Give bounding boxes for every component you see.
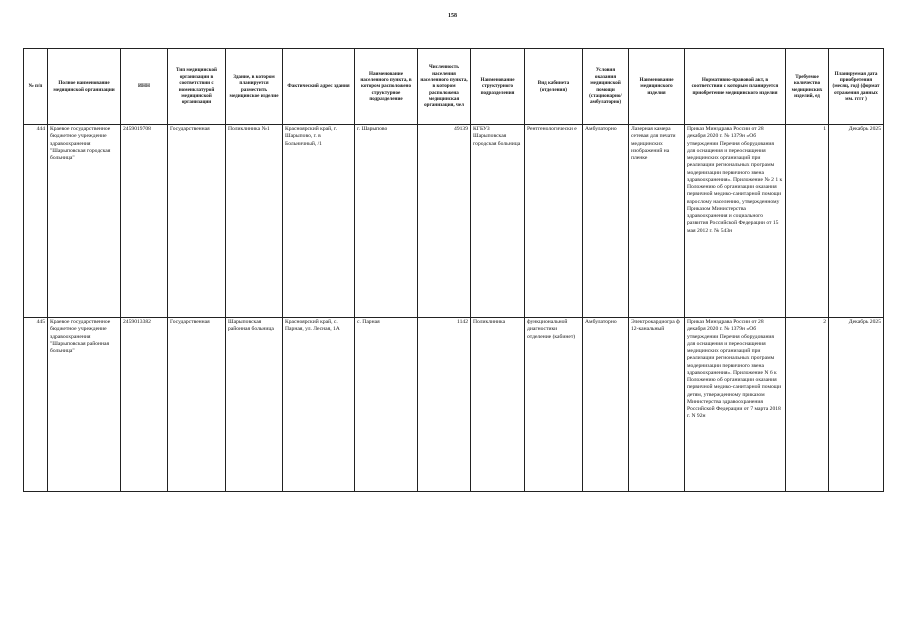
header-settlement: Наименование населенного пункта, в котором расположено структурное подразделение (355, 49, 418, 125)
cell-conditions: Амбулаторно (583, 125, 629, 318)
cell-building: Поликлиника №1 (226, 125, 283, 318)
cell-inn: 2459013382 (121, 318, 168, 492)
cell-inn: 2459019708 (121, 125, 168, 318)
cell-address: Красноярский край, с. Парная, ул. Лесная, 1А (283, 318, 355, 492)
header-population: Численность населения населенного пункта, в котором расположена медицинская организация, чел (418, 49, 471, 125)
cell-device: Электрокардиогра ф 12-канальный (629, 318, 685, 492)
header-org-name: Полное наименование медицинской организации (48, 49, 121, 125)
table-row (24, 318, 884, 492)
cell-date: Декабрь 2025 (829, 125, 884, 318)
header-building: Здание, в котором планируется разместить медицинское изделие (226, 49, 283, 125)
cell-org-type: Государственная (168, 125, 226, 318)
table-row (24, 125, 884, 318)
cell-legal-act: Приказ Минздрава России от 28 декабря 2020 г. № 1379н «Об утверждении Перечня оборудования для оснащения и переоснащения медицинских организаций при реализации региональных программ модернизации первичного звена здравоохранения». Приложение № 2 1 к Положению об организации оказания первичной медико-санитарной помощи взрослому населению, утвержденному Приказом Министерства здравоохранения и социального развития Российской Федерации от 15 мая 2012 г. № 543н (685, 125, 786, 318)
cell-unit: Поликлиника (471, 318, 525, 492)
cell-quantity: 1 (786, 125, 829, 318)
header-unit: Наименование структурного подразделения (471, 49, 525, 125)
cell-device: Лазерная камера сетевая для печати медицинских изображений на пленке (629, 125, 685, 318)
header-device: Наименование медицинского изделия (629, 49, 685, 125)
equipment-registry-table (23, 48, 884, 492)
cell-org-type: Государственная (168, 318, 226, 492)
header-cabinet: Вид кабинета (отделения) (525, 49, 583, 125)
cell-quantity: 2 (786, 318, 829, 492)
header-address: Фактический адрес здания (283, 49, 355, 125)
header-date: Планируемая дата приобретения (месяц, год) (формат отражения данных мм. гггг ) (829, 49, 884, 125)
cell-cabinet: функциональной диагностики отделение (кабинет) (525, 318, 583, 492)
cell-settlement: г. Шарыпово (355, 125, 418, 318)
header-inn: ИНН (121, 49, 168, 125)
cell-population: 1142 (418, 318, 471, 492)
cell-date: Декабрь 2025 (829, 318, 884, 492)
cell-population: 49139 (418, 125, 471, 318)
cell-address: Красноярский край, г. Шарыпово, г. в Больничный, /1 (283, 125, 355, 318)
cell-settlement: с. Парная (355, 318, 418, 492)
cell-num: 444 (24, 125, 48, 318)
header-row (24, 49, 884, 125)
cell-conditions: Амбулаторно (583, 318, 629, 492)
header-legal-act: Нормативно-правовой акт, в соответствии с которым планируется приобретение медицинского изделия (685, 49, 786, 125)
cell-cabinet: Рентгенологически е (525, 125, 583, 318)
cell-unit: КГБУЗ Шарыповская городская больница (471, 125, 525, 318)
cell-num: 445 (24, 318, 48, 492)
cell-building: Шарыповская районная больница (226, 318, 283, 492)
page-number: 158 (448, 13, 457, 19)
header-num: № п/п (24, 49, 48, 125)
header-conditions: Условия оказания медицинской помощи (стационарно/ амбулаторно) (583, 49, 629, 125)
header-org-type: Тип медицинской организации в соответствии с номенклатурой медицинской организации (168, 49, 226, 125)
header-quantity: Требуемое количество медицинских изделий, ед (786, 49, 829, 125)
cell-org-name: Краевое государственное бюджетное учреждение здравоохранения "Шарыповская городская больница" (48, 125, 121, 318)
cell-org-name: Краевое государственное бюджетное учреждение здравоохранения "Шарыповская районная больница" (48, 318, 121, 492)
cell-legal-act: Приказ Минздрава России от 28 декабря 2020 г. № 1379н «Об утверждении Перечня оборудования для оснащения и переоснащения медицинских организаций при реализации региональных программ модернизации первичного звена здравоохранения». Приложение N 6 к Положению об организации оказания первичной медико-санитарной помощи детям, утвержденному приказом Министерства здравоохранения Российской Федерации от 7 марта 2018 г. N 92н (685, 318, 786, 492)
